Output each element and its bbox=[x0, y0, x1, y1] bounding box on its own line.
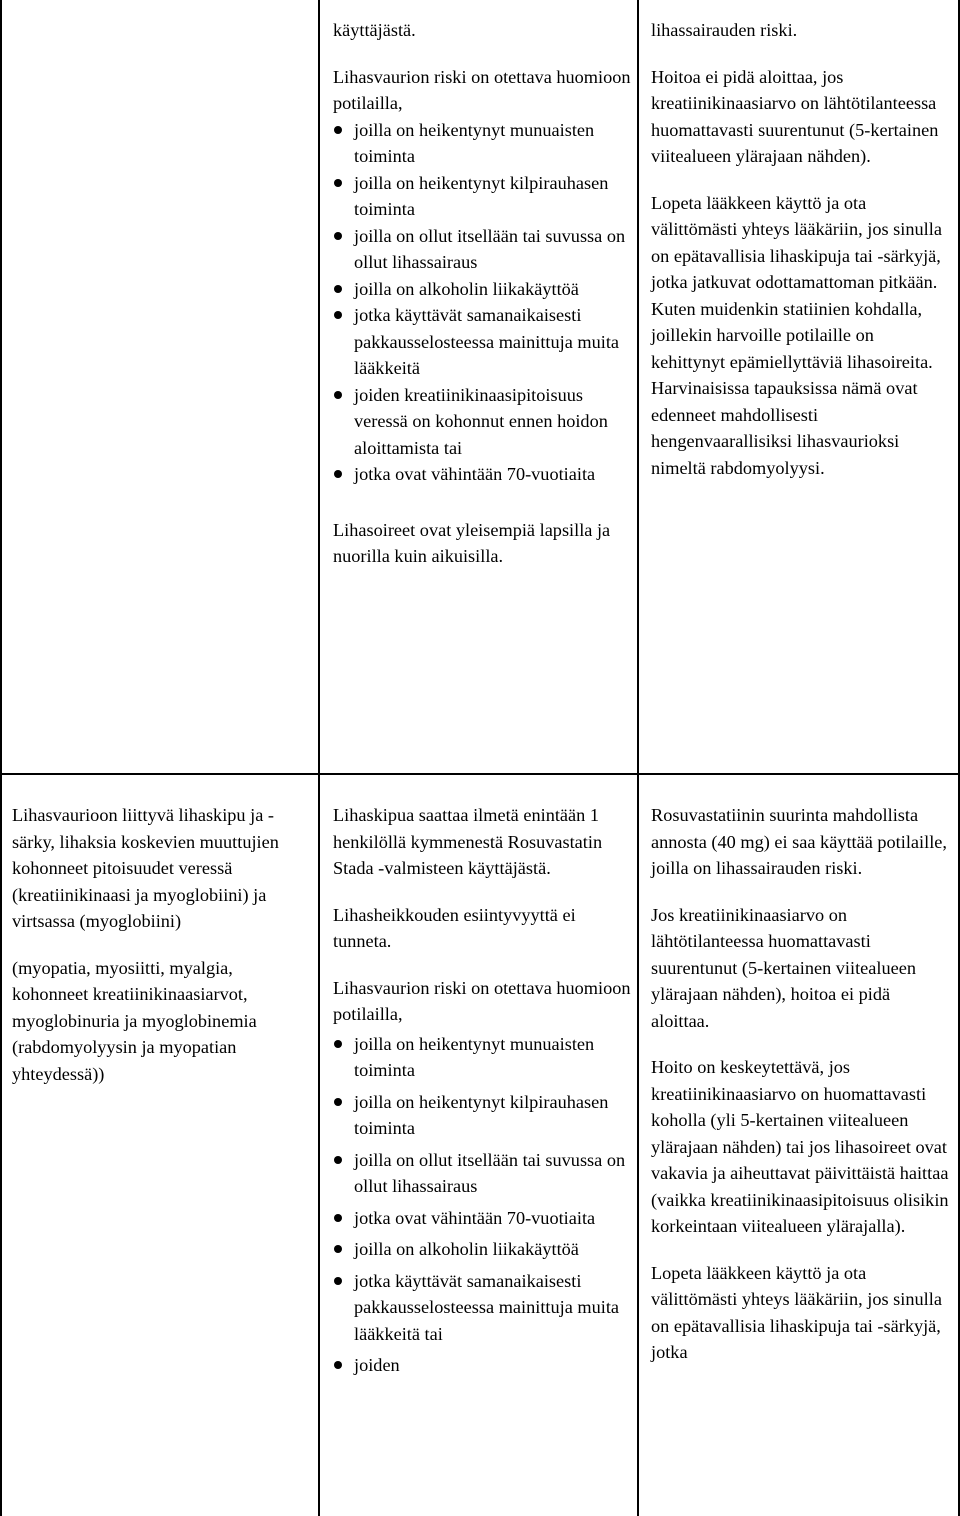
paragraph: Lihaskipua saattaa ilmetä enintään 1 henkilöllä kymmenestä Rosuvastatin Stada -valmisteen käyttäjästä. bbox=[333, 805, 603, 878]
column-divider-1 bbox=[318, 0, 320, 1516]
paragraph: Lihasvaurion riski on otettava huomioon potilailla, bbox=[333, 66, 631, 113]
list-item: joiden bbox=[333, 1352, 631, 1379]
paragraph: Rosuvastatiinin suurinta mahdollista annosta (40 mg) ei saa käyttää potilaille, joilla on lihassairauden riski. bbox=[651, 805, 947, 878]
bullet-list bbox=[333, 1031, 631, 1379]
row1-col3-cell bbox=[651, 17, 951, 501]
paragraph: Hoitoa ei pidä aloittaa, jos kreatiinikinaasiarvo on lähtötilanteessa huomattavasti suurentunut (5-kertainen viitealueen ylärajaan nähden). bbox=[651, 66, 939, 166]
list-item: joilla on heikentynyt kilpirauhasen toiminta bbox=[333, 1089, 631, 1142]
list-item: jotka ovat vähintään 70-vuotiaita bbox=[333, 461, 631, 488]
paragraph: Lopeta lääkkeen käyttö ja ota välittömästi yhteys lääkäriin, jos sinulla on epätavallisia lihaskipuja tai -särkyjä, jotka jatkuvat odottamattoman pitkään. Kuten muidenkin statiinien kohdalla, joillekin harvoille potilaille on kehittynyt epämiellyttäviä lihasoireita. Harvinaisissa tapauksissa nämä ovat edenneet mahdollisesti hengenvaarallisiksi lihasvaurioksi nimeltä rabdomyolyysi. bbox=[651, 192, 942, 478]
paragraph: (myopatia, myosiitti, myalgia, kohonneet kreatiinikinaasiarvot, myoglobinuria ja myoglobinemia (rabdomyolyysin ja myopatian yhteydessä)) bbox=[12, 957, 257, 1084]
list-item: joilla on heikentynyt munuaisten toiminta bbox=[333, 1031, 631, 1084]
list-item: jotka käyttävät samanaikaisesti pakkausselosteessa mainittuja muita lääkkeitä bbox=[333, 302, 631, 382]
row-divider bbox=[0, 773, 960, 775]
row1-col1-cell bbox=[0, 0, 318, 773]
paragraph: Jos kreatiinikinaasiarvo on lähtötilanteessa huomattavasti suurentunut (5-kertainen viitealueen ylärajaan nähden), hoitoa ei pidä aloittaa. bbox=[651, 904, 916, 1031]
paragraph: Lihasvaurion riski on otettava huomioon potilailla, bbox=[333, 977, 631, 1024]
list-item: joilla on alkoholin liikakäyttöä bbox=[333, 1236, 631, 1263]
list-item: joilla on heikentynyt munuaisten toiminta bbox=[333, 117, 631, 170]
list-item: joilla on alkoholin liikakäyttöä bbox=[333, 276, 631, 303]
paragraph: Lihasoireet ovat yleisempiä lapsilla ja nuorilla kuin aikuisilla. bbox=[333, 519, 611, 566]
list-item: joilla on ollut itsellään tai suvussa on ollut lihassairaus bbox=[333, 223, 631, 276]
paragraph: käyttäjästä. bbox=[333, 20, 416, 40]
list-item: jotka käyttävät samanaikaisesti pakkausselosteessa mainittuja muita lääkkeitä tai bbox=[333, 1268, 631, 1348]
bullet-list bbox=[333, 117, 631, 488]
paragraph: Lihasheikkouden esiintyvyyttä ei tunneta. bbox=[333, 904, 576, 951]
paragraph: Lopeta lääkkeen käyttö ja ota välittömästi yhteys lääkäriin, jos sinulla on epätavallisia lihaskipuja tai -särkyjä, jotka bbox=[651, 1262, 942, 1362]
paragraph: lihassairauden riski. bbox=[651, 20, 798, 40]
list-item: joilla on heikentynyt kilpirauhasen toiminta bbox=[333, 170, 631, 223]
paragraph: Hoito on keskeytettävä, jos kreatiinikinaasiarvo on huomattavasti koholla (yli 5-kertainen viitealueen ylärajaan nähden) tai jos lihasoireet ovat vakavia ja aiheuttavat päivittäistä haittaa (vaikka kreatiinikinaasipitoisuus olisikin korkeintaan viitealueen ylärajalla). bbox=[651, 1057, 949, 1236]
row2-col3-cell bbox=[651, 802, 951, 1386]
list-item: joilla on ollut itsellään tai suvussa on ollut lihassairaus bbox=[333, 1147, 631, 1200]
row2-col1-cell bbox=[12, 802, 312, 1107]
list-item: joiden kreatiinikinaasipitoisuus veressä on kohonnut ennen hoidon aloittamista tai bbox=[333, 382, 631, 462]
list-item: jotka ovat vähintään 70-vuotiaita bbox=[333, 1205, 631, 1232]
row1-col2-cell bbox=[333, 17, 631, 590]
row2-col2-cell bbox=[333, 802, 631, 1399]
paragraph: Lihasvaurioon liittyvä lihaskipu ja -särky, lihaksia koskevien muuttujien kohonneet pitoisuudet veressä (kreatiinikinaasi ja myoglobiini) ja virtsassa (myoglobiini) bbox=[12, 805, 279, 931]
column-divider-2 bbox=[637, 0, 639, 1516]
